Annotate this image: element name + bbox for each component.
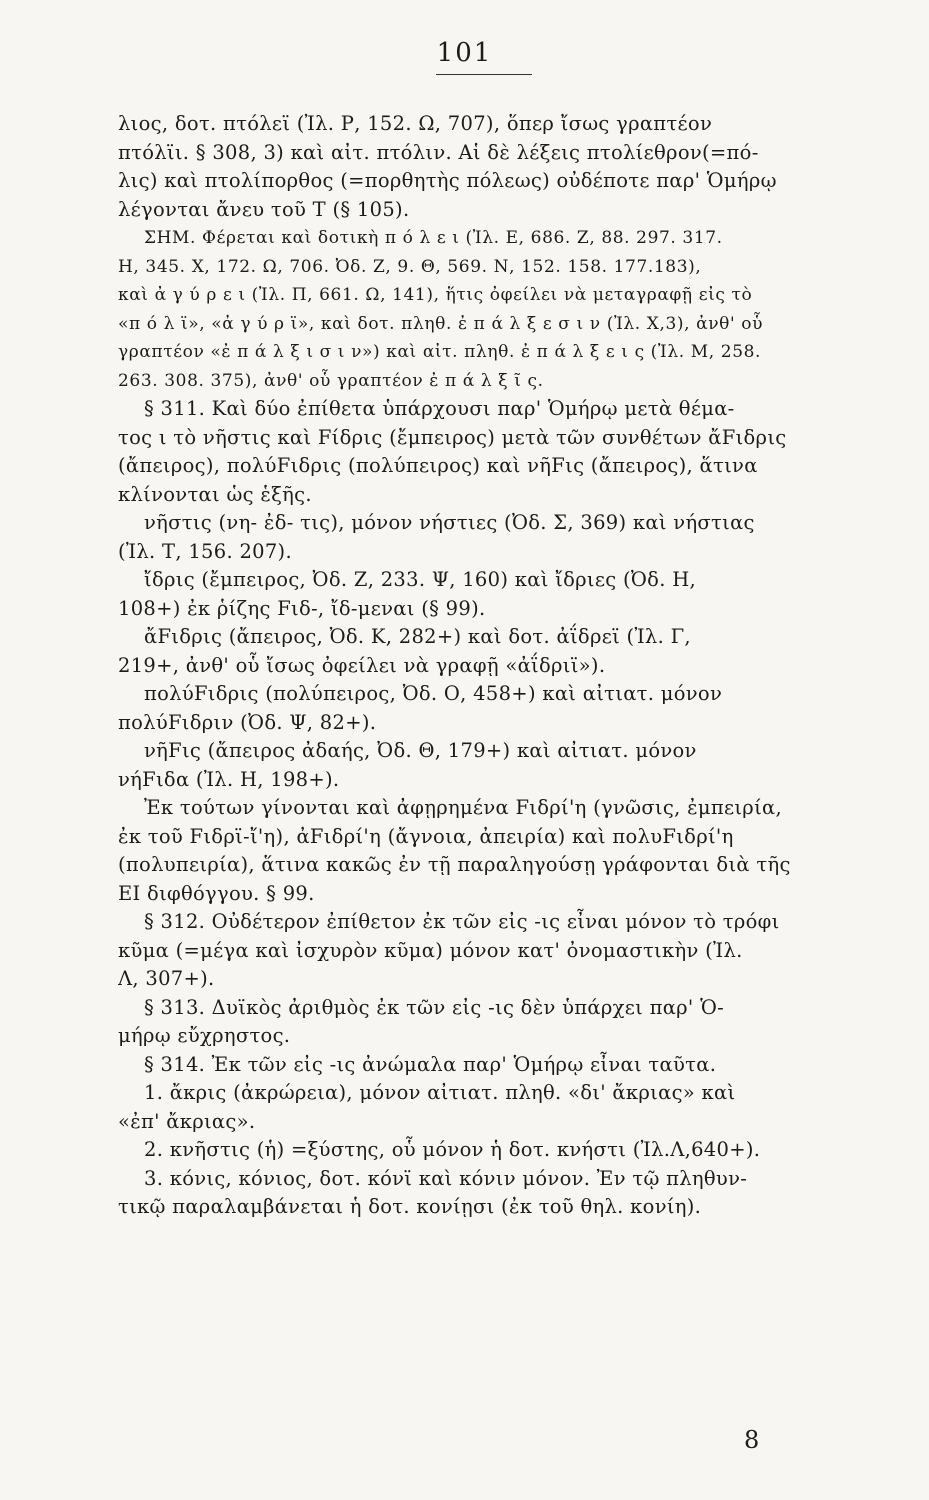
text-line: νῆFις (ἄπειρος ἀδαής, Ὀδ. Θ, 179+) καὶ αἰτιατ. μόνον xyxy=(144,739,697,762)
text-line: § 312. Οὐδέτερον ἐπίθετον ἐκ τῶν εἰς -ις εἶναι μόνον τὸ τρόφι xyxy=(144,910,780,933)
text-line: λιος, δοτ. πτόλεϊ (Ἰλ. Ρ, 152. Ω, 707), ὅπερ ἴσως γραπτέον xyxy=(118,112,713,135)
text-line: πολύFιδρις (πολύπειρος, Ὀδ. Ο, 458+) καὶ αἰτιατ. μόνον xyxy=(144,682,723,705)
text-line: 2. κνῆστις (ἡ) =ξύστης, οὗ μόνον ἡ δοτ. κνήστι (Ἰλ.Λ,640+). xyxy=(144,1138,761,1161)
text-line: ἐκ τοῦ Fιδρϊ-ἴ'η), ἀFιδρί'η (ἄγνοια, ἀπειρία) καὶ πολυFιδρί'η xyxy=(118,824,734,848)
text-line: 3. κόνις, κόνιος, δοτ. κόνϊ καὶ κόνιν μόνον. Ἐν τῷ πληθυν- xyxy=(144,1166,748,1190)
text-line: καὶ ἀ γ ύ ρ ε ι (Ἰλ. Π, 661. Ω, 141), ἥτις ὀφείλει νὰ μεταγραφῇ εἰς τὸ xyxy=(118,285,753,305)
page-number: 101 xyxy=(436,38,493,68)
text-line: τικῷ παραλαμβάνεται ἡ δοτ. κονίῃσι (ἐκ τοῦ θηλ. κονίη). xyxy=(118,1195,702,1218)
text-line: «π ό λ ϊ», «ἀ γ ύ ρ ϊ», καὶ δοτ. πληθ. ἐ π ά λ ξ ε σ ι ν (Ἰλ. Χ,3), ἀνθ' οὗ xyxy=(118,313,764,334)
text-line: τος ι τὸ νῆστις καὶ Fίδρις (ἔμπειρος) μετὰ τῶν συνθέτων ἄFιδρις xyxy=(118,425,787,449)
text-line: (Ἰλ. Τ, 156. 207). xyxy=(118,539,292,563)
text-line: γραπτέον «ἐ π ά λ ξ ι σ ι ν») καὶ αἰτ. πληθ. ἐ π ά λ ξ ε ι ς (Ἰλ. Μ, 258. xyxy=(118,342,762,362)
text-line: Ἐκ τούτων γίνονται καὶ ἀφῃρημένα Fιδρί'η (γνῶσις, ἐμπειρία, xyxy=(144,796,782,819)
text-line: Η, 345. Χ, 172. Ω, 706. Ὀδ. Ζ, 9. Θ, 569. Ν, 152. 158. 177.183), xyxy=(118,256,702,277)
body-text xyxy=(118,110,848,1222)
text-line: κλίνονται ὡς ἑξῆς. xyxy=(118,482,312,506)
text-line: ἴδρις (ἔμπειρος, Ὀδ. Ζ, 233. Ψ, 160) καὶ ἴδριες (Ὀδ. Η, xyxy=(144,568,697,591)
text-line: § 313. Δυϊκὸς ἀριθμὸς ἐκ τῶν εἰς -ις δὲν ὑπάρχει παρ' Ὁ- xyxy=(144,995,725,1019)
text-line: πτόλϊι. § 308, 3) καὶ αἰτ. πτόλιν. Αἱ δὲ λέξεις πτολίεθρον(=πό- xyxy=(118,140,759,164)
text-line: (ἄπειρος), πολύFιδρις (πολύπειρος) καὶ νῆFις (ἄπειρος), ἅτινα xyxy=(118,454,758,477)
text-line: § 311. Καὶ δύο ἐπίθετα ὑπάρχουσι παρ' Ὁμήρῳ μετὰ θέμα- xyxy=(144,397,735,420)
text-line: 108+) ἐκ ῥίζης Fιδ-, ἴδ-μεναι (§ 99). xyxy=(118,596,486,620)
signature-mark: 8 xyxy=(744,1426,760,1454)
text-line: «ἐπ' ἄκριας». xyxy=(118,1109,256,1133)
text-line: ΕΙ διφθόγγου. § 99. xyxy=(118,881,315,905)
text-line: κῦμα (=μέγα καὶ ἰσχυρὸν κῦμα) μόνον κατ' ὀνομαστικὴν (Ἰλ. xyxy=(118,938,743,962)
header-rule xyxy=(436,74,532,75)
text-line: 1. ἄκρις (ἀκρώρεια), μόνον αἰτιατ. πληθ. «δι' ἄκριας» καὶ xyxy=(144,1081,736,1104)
text-line: νήFιδα (Ἰλ. Η, 198+). xyxy=(118,767,340,791)
text-line: § 314. Ἐκ τῶν εἰς -ις ἀνώμαλα παρ' Ὁμήρῳ εἶναι ταῦτα. xyxy=(144,1052,717,1076)
text-line: (πολυπειρία), ἅτινα κακῶς ἐν τῇ παραληγούσῃ γράφονται διὰ τῆς xyxy=(118,853,791,876)
text-line: ΣΗΜ. Φέρεται καὶ δοτικὴ π ό λ ε ι (Ἰλ. Ε, 686. Ζ, 88. 297. 317. xyxy=(144,228,723,248)
text-line: λις) καὶ πτολίπορθος (=πορθητὴς πόλεως) οὐδέποτε παρ' Ὁμήρῳ xyxy=(118,169,777,192)
text-line: 219+, ἀνθ' οὗ ἴσως ὀφείλει νὰ γραφῇ «ἀΐδριϊ»). xyxy=(118,653,606,677)
text-line: ἄFιδρις (ἄπειρος, Ὀδ. Κ, 282+) καὶ δοτ. ἀΐδρεϊ (Ἰλ. Γ, xyxy=(144,625,691,648)
text-line: πολύFιδριν (Ὀδ. Ψ, 82+). xyxy=(118,710,377,734)
text-line: Λ, 307+). xyxy=(118,967,215,990)
text-line: νῆστις (νη- ἐδ- τις), μόνον νήστιες (Ὀδ. Σ, 369) καὶ νήστιας xyxy=(144,511,755,534)
text-line: μήρῳ εὔχρηστος. xyxy=(118,1024,291,1047)
text-line: λέγονται ἄνευ τοῦ Τ (§ 105). xyxy=(118,197,410,221)
text-line: 263. 308. 375), ἀνθ' οὗ γραπτέον ἐ π ά λ ξ ῖ ς. xyxy=(118,370,544,391)
